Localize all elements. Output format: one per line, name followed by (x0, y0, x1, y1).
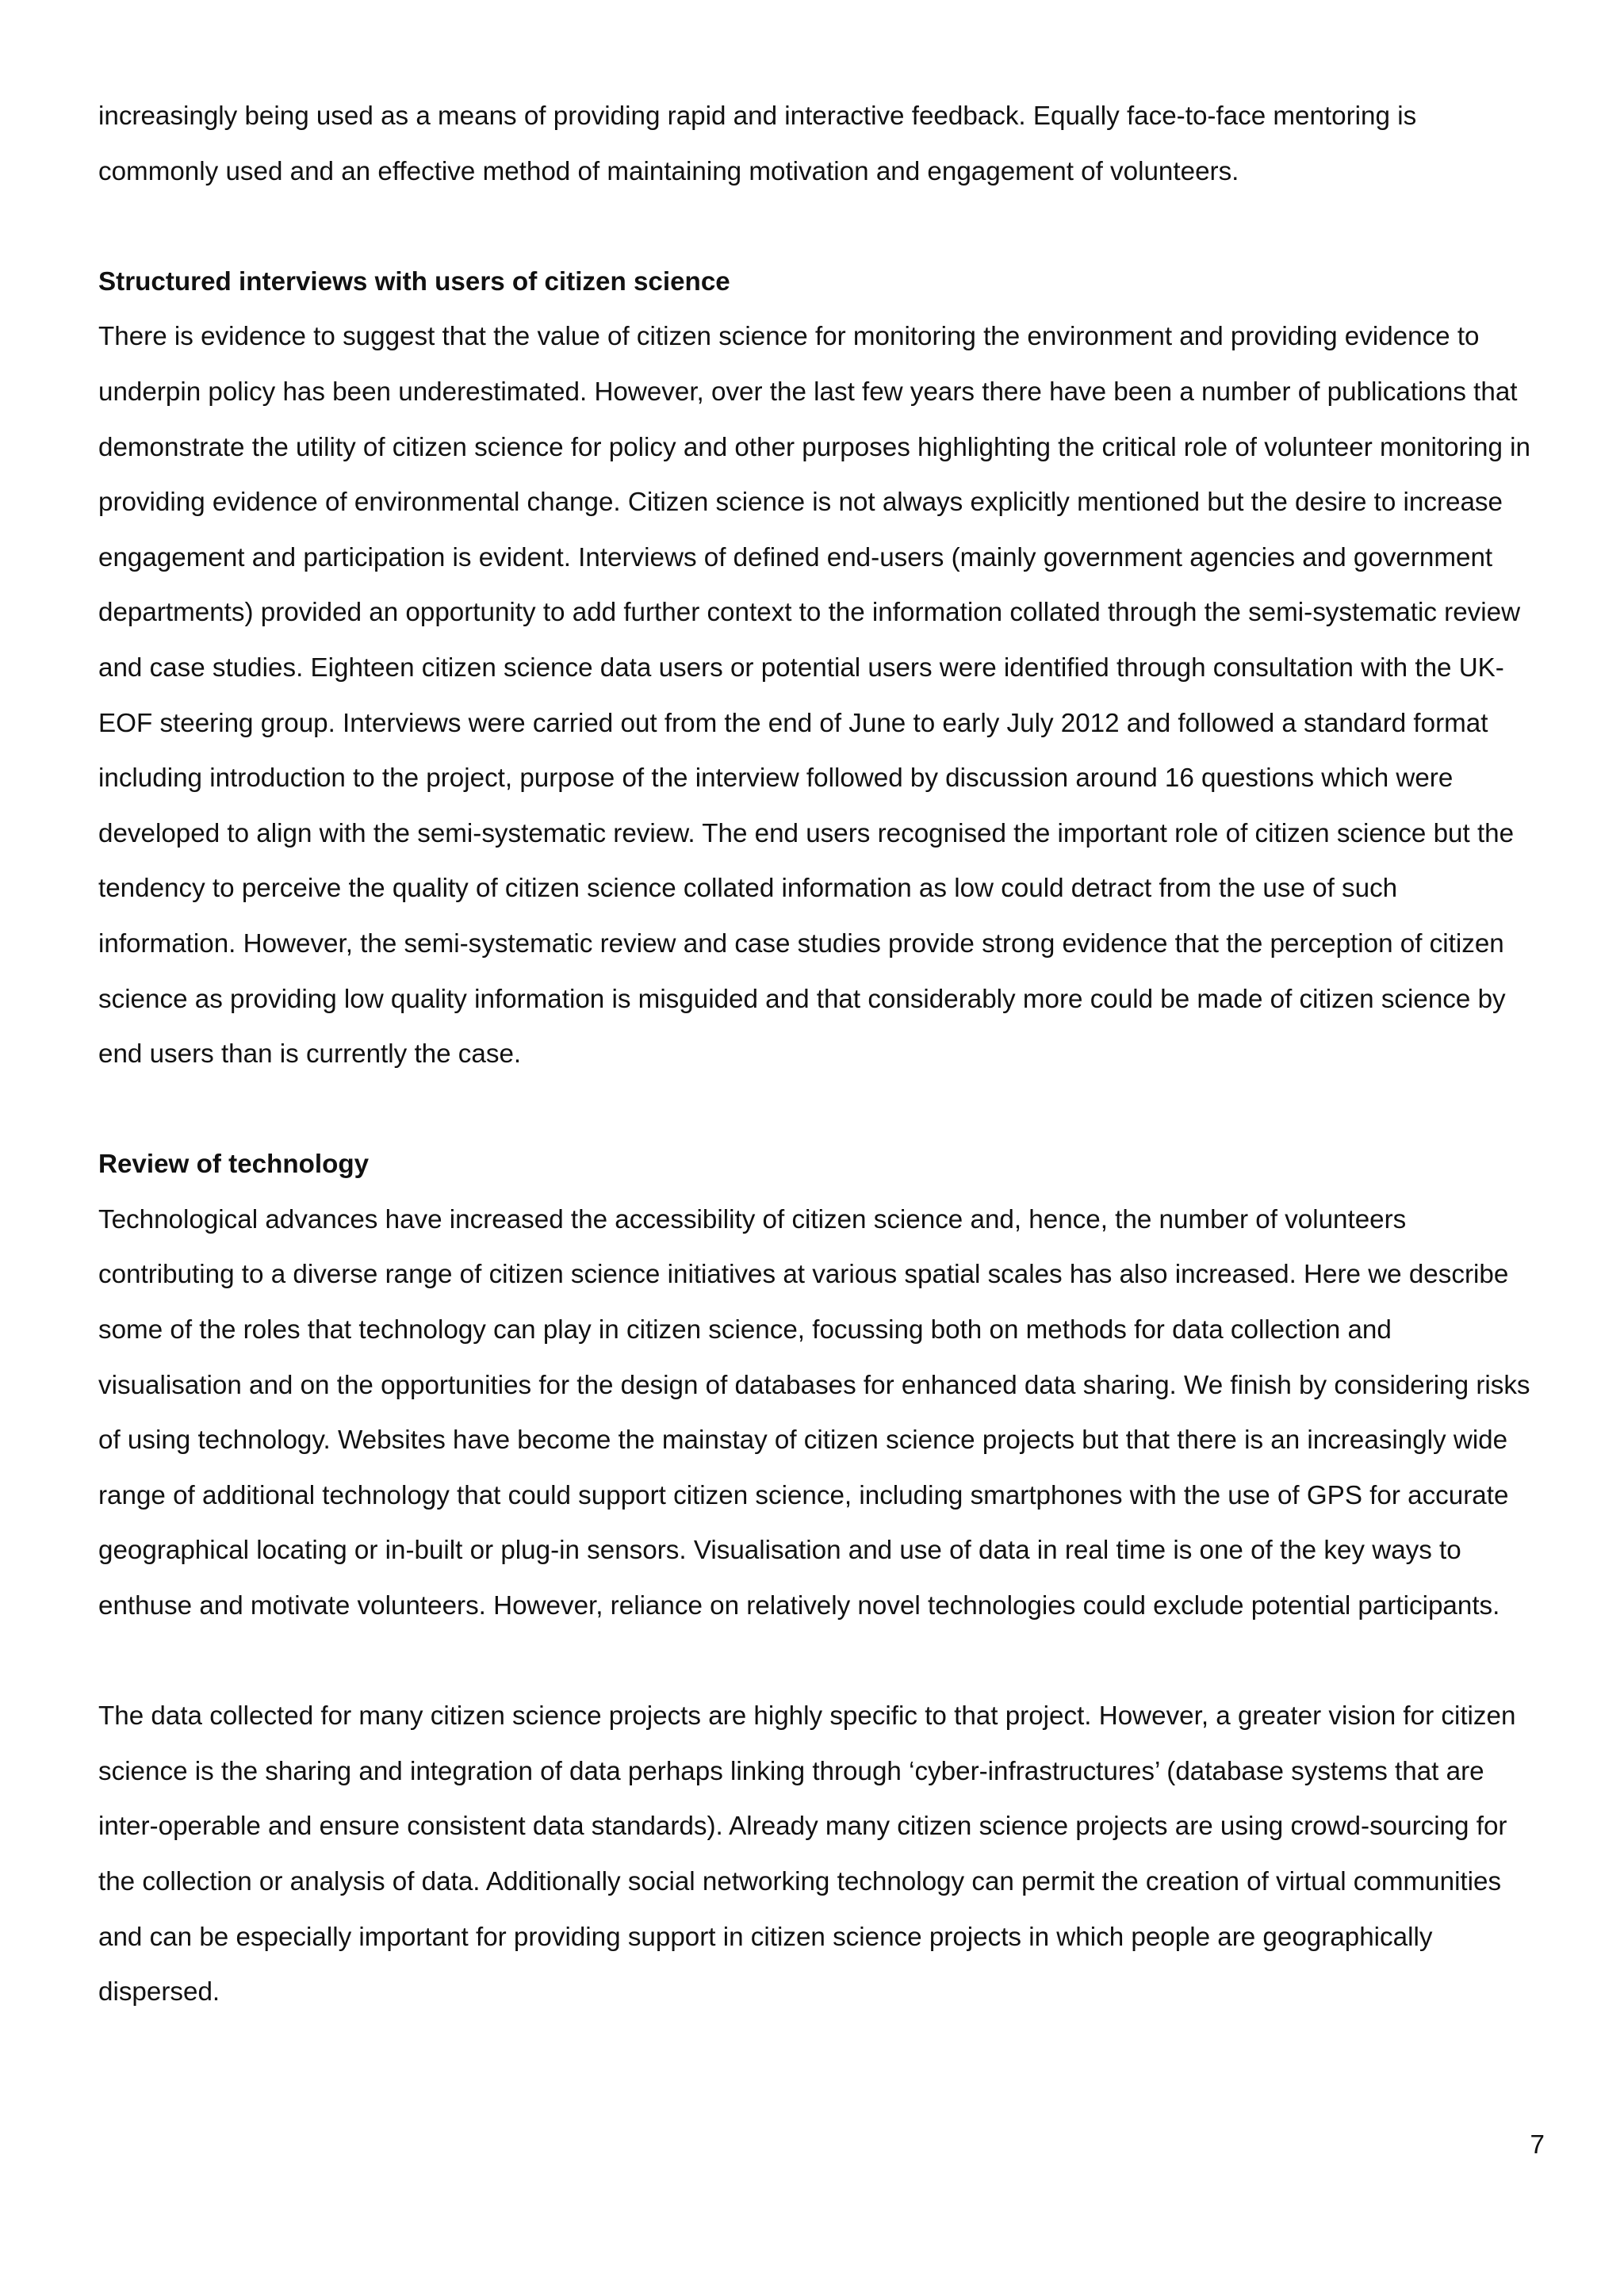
paragraph-spacer (98, 199, 1542, 254)
structured-interviews-paragraph: There is evidence to suggest that the value of citizen science for monitoring the environment and providing evidence to underpin policy has been underestimated. However, over the last few years there have been a number of publications that demonstrate the utility of citizen science for policy and other purposes highlighting the critical role of volunteer monitoring in providing evidence of environmental change. Citizen science is not always explicitly mentioned but the desire to increase engagement and participation is evident. Interviews of defined end-users (mainly government agencies and government departments) provided an opportunity to add further context to the information collated through the semi-systematic review and case studies. Eighteen citizen science data users or potential users were identified through consultation with the UK-EOF steering group. Interviews were carried out from the end of June to early July 2012 and followed a standard format including introduction to the project, purpose of the interview followed by discussion around 16 questions which were developed to align with the semi-systematic review. The end users recognised the important role of citizen science but the tendency to perceive the quality of citizen science collated information as low could detract from the use of such information. However, the semi-systematic review and case studies provide strong evidence that the perception of citizen science as providing low quality information is misguided and that considerably more could be made of citizen science by end users than is currently the case. (98, 322, 1530, 1070)
intro-paragraph: increasingly being used as a means of providing rapid and interactive feedback. Equally face-to-face mentoring is commonly used and an effective method of maintaining motivation and engagement of volunteers. (98, 101, 1417, 186)
paragraph-spacer (98, 1634, 1542, 1689)
page-body (98, 89, 1542, 2020)
section-heading-review-technology: Review of technology (98, 1150, 370, 1180)
paragraph-spacer (98, 1082, 1542, 1138)
section-heading-structured-interviews: Structured interviews with users of citizen science (98, 266, 730, 297)
data-sharing-paragraph: The data collected for many citizen science projects are highly specific to that project. However, a greater vision for citizen science is the sharing and integration of data perhaps linking through ‘cyber-infrastructures’ (database systems that are inter-operable and ensure consistent data standards). Already many citizen science projects are using crowd-sourcing for the collection or analysis of data. Additionally social networking technology can permit the creation of virtual communities and can be especially important for providing support in citizen science projects in which people are geographically dispersed. (98, 1701, 1516, 2007)
review-technology-paragraph: Technological advances have increased the accessibility of citizen science and, hence, the number of volunteers contributing to a diverse range of citizen science initiatives at various spatial scales has also increased. Here we describe some of the roles that technology can play in citizen science, focussing both on methods for data collection and visualisation and on the opportunities for the design of databases for enhanced data sharing. We finish by considering risks of using technology. Websites have become the mainstay of citizen science projects but that there is an increasingly wide range of additional technology that could support citizen science, including smartphones with the use of GPS for accurate geographical locating or in-built or plug-in sensors. Visualisation and use of data in real time is one of the key ways to enthuse and motivate volunteers. However, reliance on relatively novel technologies could exclude potential participants. (98, 1204, 1530, 1621)
page-number: 7 (1530, 2130, 1545, 2160)
